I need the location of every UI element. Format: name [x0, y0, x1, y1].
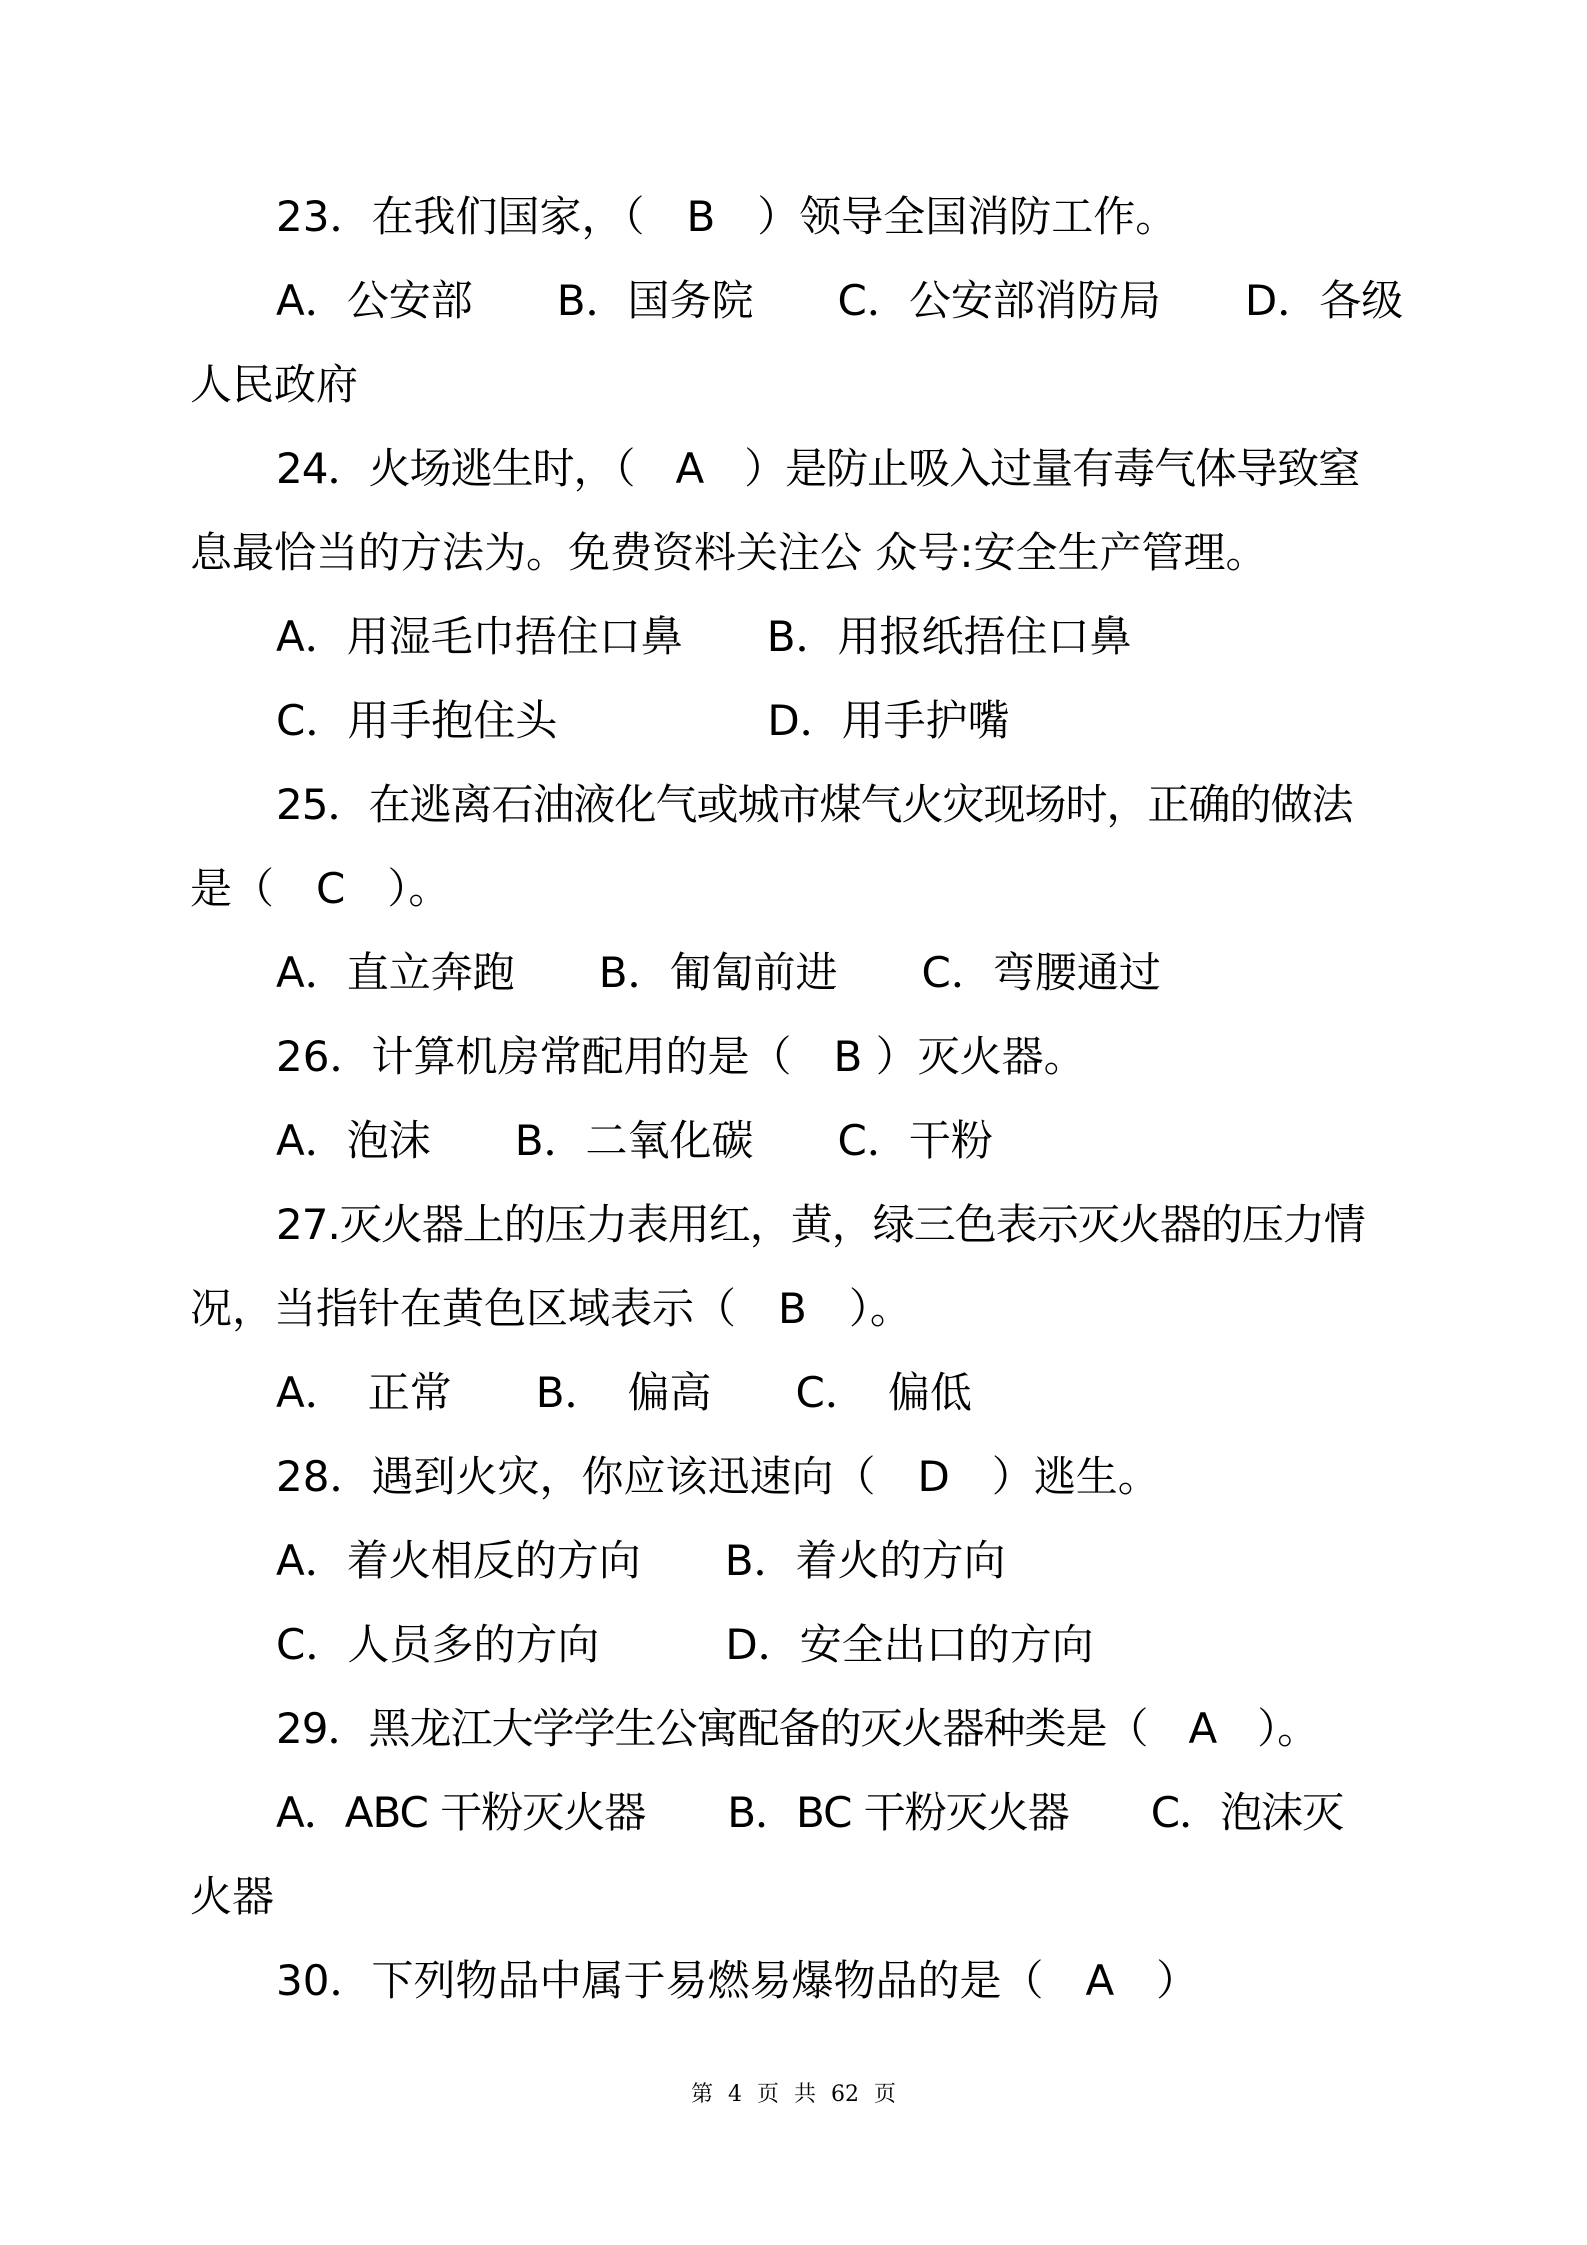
question-29: 29．黑龙江大学学生公寓配备的灭火器种类是（ A ）。 [276, 1704, 1319, 1753]
question-26: 26．计算机房常配用的是（ B ）灭火器。 [276, 1032, 1086, 1081]
question-25-continued: 是（ C ）。 [190, 864, 451, 913]
question-29-options: A．ABC 干粉灭火器 B．BC 干粉灭火器 C．泡沫灭 [276, 1788, 1344, 1837]
page-number-footer: 第 4 页 共 62 页 [691, 2082, 896, 2107]
question-27-continued: 况，当指针在黄色区域表示（ B ）。 [190, 1284, 912, 1333]
question-27-options: A． 正常 B． 偏高 C． 偏低 [276, 1368, 972, 1417]
question-24-continued: 息最恰当的方法为。免费资料关注公 众号:安全生产管理。 [190, 528, 1268, 577]
question-24: 24．火场逃生时，（ A ）是防止吸入过量有毒气体导致窒 [276, 444, 1360, 493]
question-28: 28．遇到火灾，你应该迅速向（ D ）逃生。 [276, 1452, 1160, 1501]
question-25-options: A．直立奔跑 B．匍匐前进 C．弯腰通过 [276, 948, 1161, 997]
question-28-options-cd: C．人员多的方向 D．安全出口的方向 [276, 1620, 1094, 1669]
question-27: 27.灭火器上的压力表用红，黄，绿三色表示灭火器的压力情 [276, 1200, 1365, 1249]
question-text-body [190, 175, 1410, 2023]
question-30: 30．下列物品中属于易燃易爆物品的是（ A ） [276, 1956, 1199, 2005]
question-28-options-ab: A．着火相反的方向 B．着火的方向 [276, 1536, 1006, 1585]
question-26-options: A．泡沫 B．二氧化碳 C．干粉 [276, 1116, 993, 1165]
question-24-options-ab: A．用湿毛巾捂住口鼻 B．用报纸捂住口鼻 [276, 612, 1132, 661]
question-23-options-continued: 人民政府 [190, 360, 359, 409]
question-24-options-cd: C．用手抱住头 D．用手护嘴 [276, 696, 1010, 745]
question-23: 23．在我们国家，（ B ）领导全国消防工作。 [276, 192, 1178, 241]
question-25: 25．在逃离石油液化气或城市煤气火灾现场时，正确的做法 [276, 780, 1353, 829]
question-23-options: A．公安部 B．国务院 C．公安部消防局 D．各级 [276, 276, 1404, 325]
question-29-options-continued: 火器 [190, 1872, 275, 1921]
